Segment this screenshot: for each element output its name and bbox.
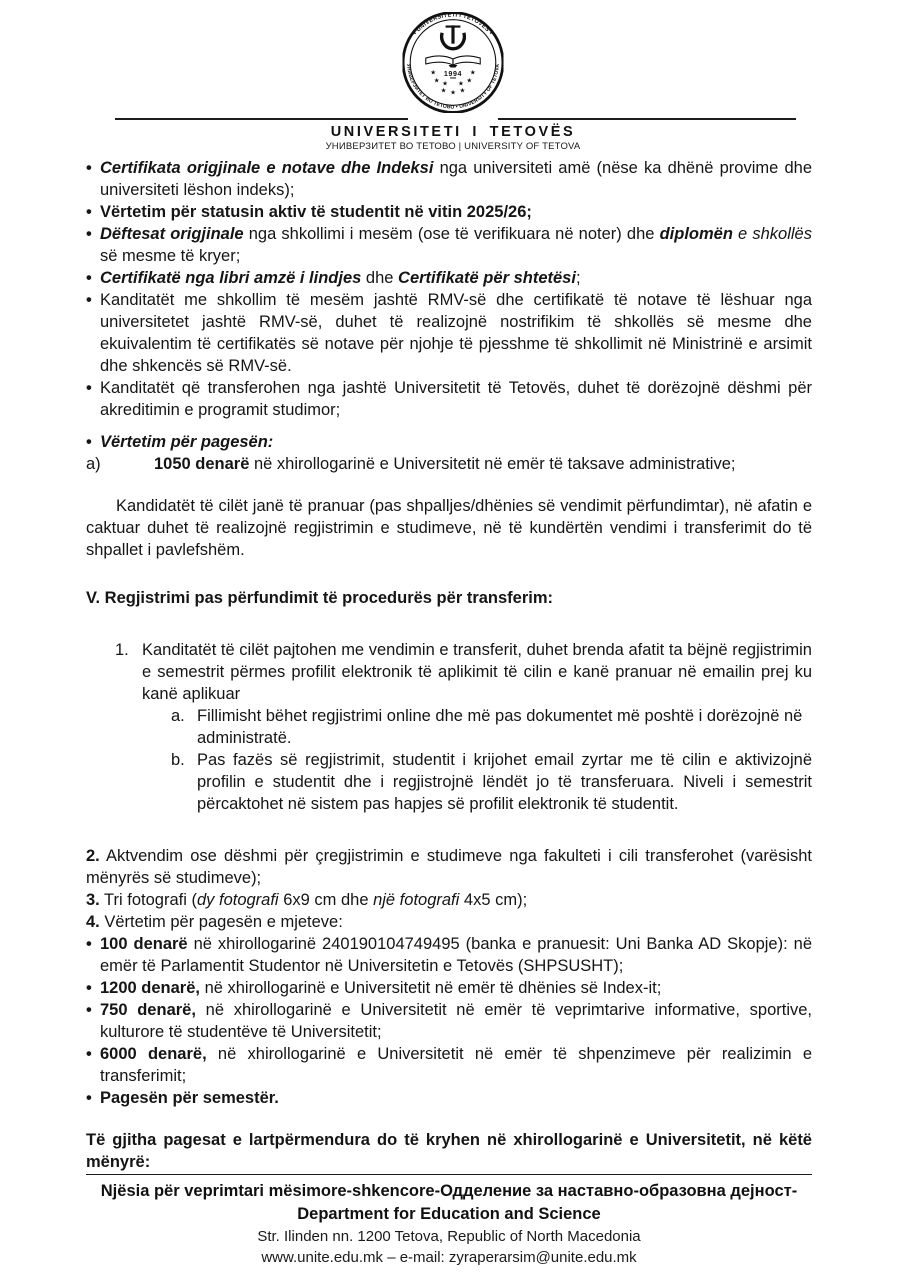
bullet-diplomas xyxy=(86,223,812,267)
text-segment: në xhirollogarinë e Universitetit në emër të veprimtarive informative, sportive, kulturore të studentëve të Universitetit; xyxy=(100,1001,813,1041)
star-icon: ★ xyxy=(459,87,466,95)
footer-contacts: www.unite.edu.mk – e-mail: zyraperarsim@unite.edu.mk xyxy=(261,1249,637,1266)
text-segment: 4. xyxy=(86,913,100,931)
list-item-text xyxy=(154,453,812,475)
text-segment: së mesme të kryer; xyxy=(100,247,241,265)
bullet-transfer-accreditation xyxy=(86,377,812,421)
footer-address: Str. Ilinden nn. 1200 Tetova, Republic of North Macedonia xyxy=(257,1228,641,1245)
list-item-text xyxy=(142,639,812,705)
text-segment: 3. xyxy=(86,891,100,909)
list-marker: • xyxy=(86,935,92,953)
document-body xyxy=(86,157,812,1173)
num-item-1 xyxy=(115,639,812,705)
list-marker: • xyxy=(86,433,92,451)
list-marker: 1. xyxy=(115,641,129,659)
heading-section-v xyxy=(86,587,812,609)
bullet-certificate-grades xyxy=(86,157,812,201)
list-marker: • xyxy=(86,203,92,221)
list-item-text xyxy=(100,999,812,1043)
header-rule-left xyxy=(115,118,408,120)
bullet-750-denare xyxy=(86,999,812,1043)
university-seal-logo xyxy=(403,12,504,113)
bullet-1200-denare xyxy=(86,977,812,999)
seal-ring-text-top: • UNIVERSITETI I TETOVËS • xyxy=(412,12,494,37)
seal-book-icon xyxy=(426,56,480,68)
text-segment: Kanditatët me shkollim të mesëm jashtë RMV-së dhe certifikatë të notave të lëshuar nga universitetet jashtë RMV-së, duhet të realizojnë nostrifikim të shkollës së mesme dhe ekuivalentim të certifikatës së notave për njohje të pjesshme të shkollimit në Ministrinë e arsimit dhe shkencës së RMV-së. xyxy=(100,291,812,375)
text-segment: Aktvendim ose dëshmi për çregjistrimin e studimeve nga fakulteti i cili transferohet (varësisht mënyrës së studimeve); xyxy=(86,847,812,887)
text-segment: Të gjitha pagesat e lartpërmendura do të kryhen në xhirollogarinë e Universitetit, në këtë mënyrë: xyxy=(86,1131,812,1171)
list-marker: • xyxy=(86,291,92,309)
text-segment: dhe xyxy=(361,269,399,287)
text-segment: Kandidatët të cilët janë të pranuar (pas shpalljes/dhënies së vendimit përfundimtar), në afatin e caktuar duhet të realizojnë regjistrimin e studimeve, në të kundërtën vendimi i transferimit do të shpallet i pavlefshëm. xyxy=(86,497,812,559)
list-marker: a. xyxy=(171,707,185,725)
text-segment: në xhirollogarinë 240190104749495 (banka e pranuesit: Uni Banka AD Skopje): në emër të Parlamentit Studentor në Universitetin e Tetovës (SHPSUSHT); xyxy=(100,935,812,975)
text-segment: Dëftesat origjinale xyxy=(100,225,244,243)
list-item-text xyxy=(100,977,812,999)
seal-ring-text-bottom: УНИВЕРЗИТЕТ ВО ТЕТОВО • UNIVERSITY OF TETOVA xyxy=(404,63,502,111)
text-segment: Vërtetim për pagesën e mjeteve: xyxy=(99,913,343,931)
list-marker: • xyxy=(86,1045,92,1063)
header-rule-right xyxy=(498,118,796,120)
list-item-text xyxy=(100,431,812,453)
text-segment: 1200 denarë, xyxy=(100,979,200,997)
list-marker: • xyxy=(86,159,92,177)
text-segment: V. Regjistrimi pas përfundimit të procedurës për transferim: xyxy=(86,589,554,607)
text-segment: 6x9 cm dhe xyxy=(278,891,374,909)
text-segment: 100 denarë xyxy=(100,935,188,953)
list-marker: • xyxy=(86,979,92,997)
text-segment: në xhirollogarinë e Universitetit në emër të taksave administrative; xyxy=(249,455,736,473)
list-marker: • xyxy=(86,379,92,397)
text-segment: nga universiteti amë (nëse ka dhënë provime dhe universiteti lëshon indeks); xyxy=(100,159,812,199)
text-segment: dy fotografi xyxy=(196,891,279,909)
page-content xyxy=(0,157,906,1280)
list-item-text xyxy=(100,201,812,223)
sub-item-a xyxy=(171,705,812,749)
list-item-text xyxy=(100,289,812,377)
seal-year: 1994 xyxy=(443,69,463,78)
star-icon: ★ xyxy=(466,77,473,85)
list-item-text xyxy=(100,1043,812,1087)
para-admission-deadline xyxy=(86,495,812,561)
text-segment: Pagesën për semestër. xyxy=(100,1089,279,1107)
text-segment: nga shkollimi i mesëm (ose të verifikuara në noter) dhe xyxy=(243,225,660,243)
bullet-payment-heading xyxy=(86,431,812,453)
text-segment: Pas fazës së regjistrimit, studentit i krijohet email zyrtar me të cilin e aktivizojnë profilin e studentit dhe i regjistrojnë lëndët jo të transferuara. Niveli i semestrit përcaktohet në sistem pas hapjes së profilit elektronik të studentit. xyxy=(197,751,812,813)
seal-monogram-icon xyxy=(442,25,465,48)
list-item-text xyxy=(100,377,812,421)
bullet-6000-denare xyxy=(86,1043,812,1087)
text-segment: Tri fotografi ( xyxy=(99,891,197,909)
text-segment: 1050 denarë xyxy=(154,455,250,473)
list-item-text xyxy=(100,933,812,977)
text-segment: ; xyxy=(575,269,581,287)
list-marker: a) xyxy=(86,455,101,473)
text-segment: 750 denarë, xyxy=(100,1001,196,1019)
list-item-text xyxy=(100,267,812,289)
item-4-payment xyxy=(86,911,812,933)
text-segment: Kanditatët të cilët pajtohen me vendimin e transferit, duhet brenda afatit ta bëjnë regjistrimin e semestrit përmes profilit elektronik të aplikimit të cilin e kanë pranuar në emailin prej ku kanë aplikuar xyxy=(142,641,812,703)
list-marker: • xyxy=(86,269,92,287)
text-segment: Certifikatë nga libri amzë i lindjes xyxy=(100,269,362,287)
text-segment: 6000 denarë, xyxy=(100,1045,207,1063)
bullet-100-denare xyxy=(86,933,812,977)
list-item-text xyxy=(100,157,812,201)
list-item-text xyxy=(100,1087,812,1109)
university-name: UNIVERSITETI I TETOVËS xyxy=(330,124,576,140)
bullet-active-status xyxy=(86,201,812,223)
text-segment: Vërtetim për pagesën: xyxy=(100,433,274,451)
item-2-deregistration xyxy=(86,845,812,889)
star-icon: ★ xyxy=(430,69,437,77)
text-segment: Kanditatët që transferohen nga jashtë Universitetit të Tetovës, duhet të dorëzojnë dëshmi për akreditimin e programit studimor; xyxy=(100,379,812,419)
sub-item-b xyxy=(171,749,812,815)
list-item-text xyxy=(100,223,812,267)
text-segment: diplomën xyxy=(659,225,733,243)
list-marker: b. xyxy=(171,751,185,769)
list-item-text xyxy=(197,705,812,749)
list-marker: • xyxy=(86,1001,92,1019)
text-segment: 2. xyxy=(86,847,100,865)
star-icon: ★ xyxy=(433,77,440,85)
university-name-translations: УНИВЕРЗИТЕТ ВО ТЕТОВО | UNIVERSITY OF TETOVA xyxy=(325,141,581,152)
text-segment: 4x5 cm); xyxy=(459,891,528,909)
text-segment: në xhirollogarinë e Universitetit në emër të shpenzimeve për realizimin e transferimit; xyxy=(100,1045,813,1085)
text-segment: një fotografi xyxy=(373,891,460,909)
star-icon: ★ xyxy=(442,80,449,88)
star-icon: ★ xyxy=(469,69,476,77)
bullet-birth-citizenship xyxy=(86,267,812,289)
bullet-semester-payment xyxy=(86,1087,812,1109)
item-3-photos xyxy=(86,889,812,911)
star-icon: ★ xyxy=(457,80,464,88)
list-marker: • xyxy=(86,1089,92,1107)
text-segment: në xhirollogarinë e Universitetit në emër të dhënies së Index-it; xyxy=(199,979,662,997)
footer-department: Njësia për veprimtari mësimore-shkencore-Одделение за наставно-образовна дејност-Department for Education and Science xyxy=(100,1182,798,1223)
text-segment: Certifikata origjinale e notave dhe Indeksi xyxy=(100,159,434,177)
list-marker: • xyxy=(86,225,92,243)
star-icon: ★ xyxy=(440,87,447,95)
text-segment: Fillimisht bëhet regjistrimi online dhe më pas dokumentet më poshtë i dorëzojnë në administratë. xyxy=(197,707,803,747)
text-segment: Certifikatë për shtetësi xyxy=(398,269,576,287)
para-all-payments xyxy=(86,1129,812,1173)
payment-item-a xyxy=(86,453,812,475)
star-icon: ★ xyxy=(450,89,456,97)
list-item-text xyxy=(197,749,812,815)
text-segment: e shkollës xyxy=(732,225,812,243)
document-header xyxy=(0,0,906,157)
text-segment: Vërtetim për statusin aktiv të studentit në vitin 2025/26; xyxy=(100,203,532,221)
bullet-foreign-education xyxy=(86,289,812,377)
document-footer xyxy=(86,1174,812,1268)
